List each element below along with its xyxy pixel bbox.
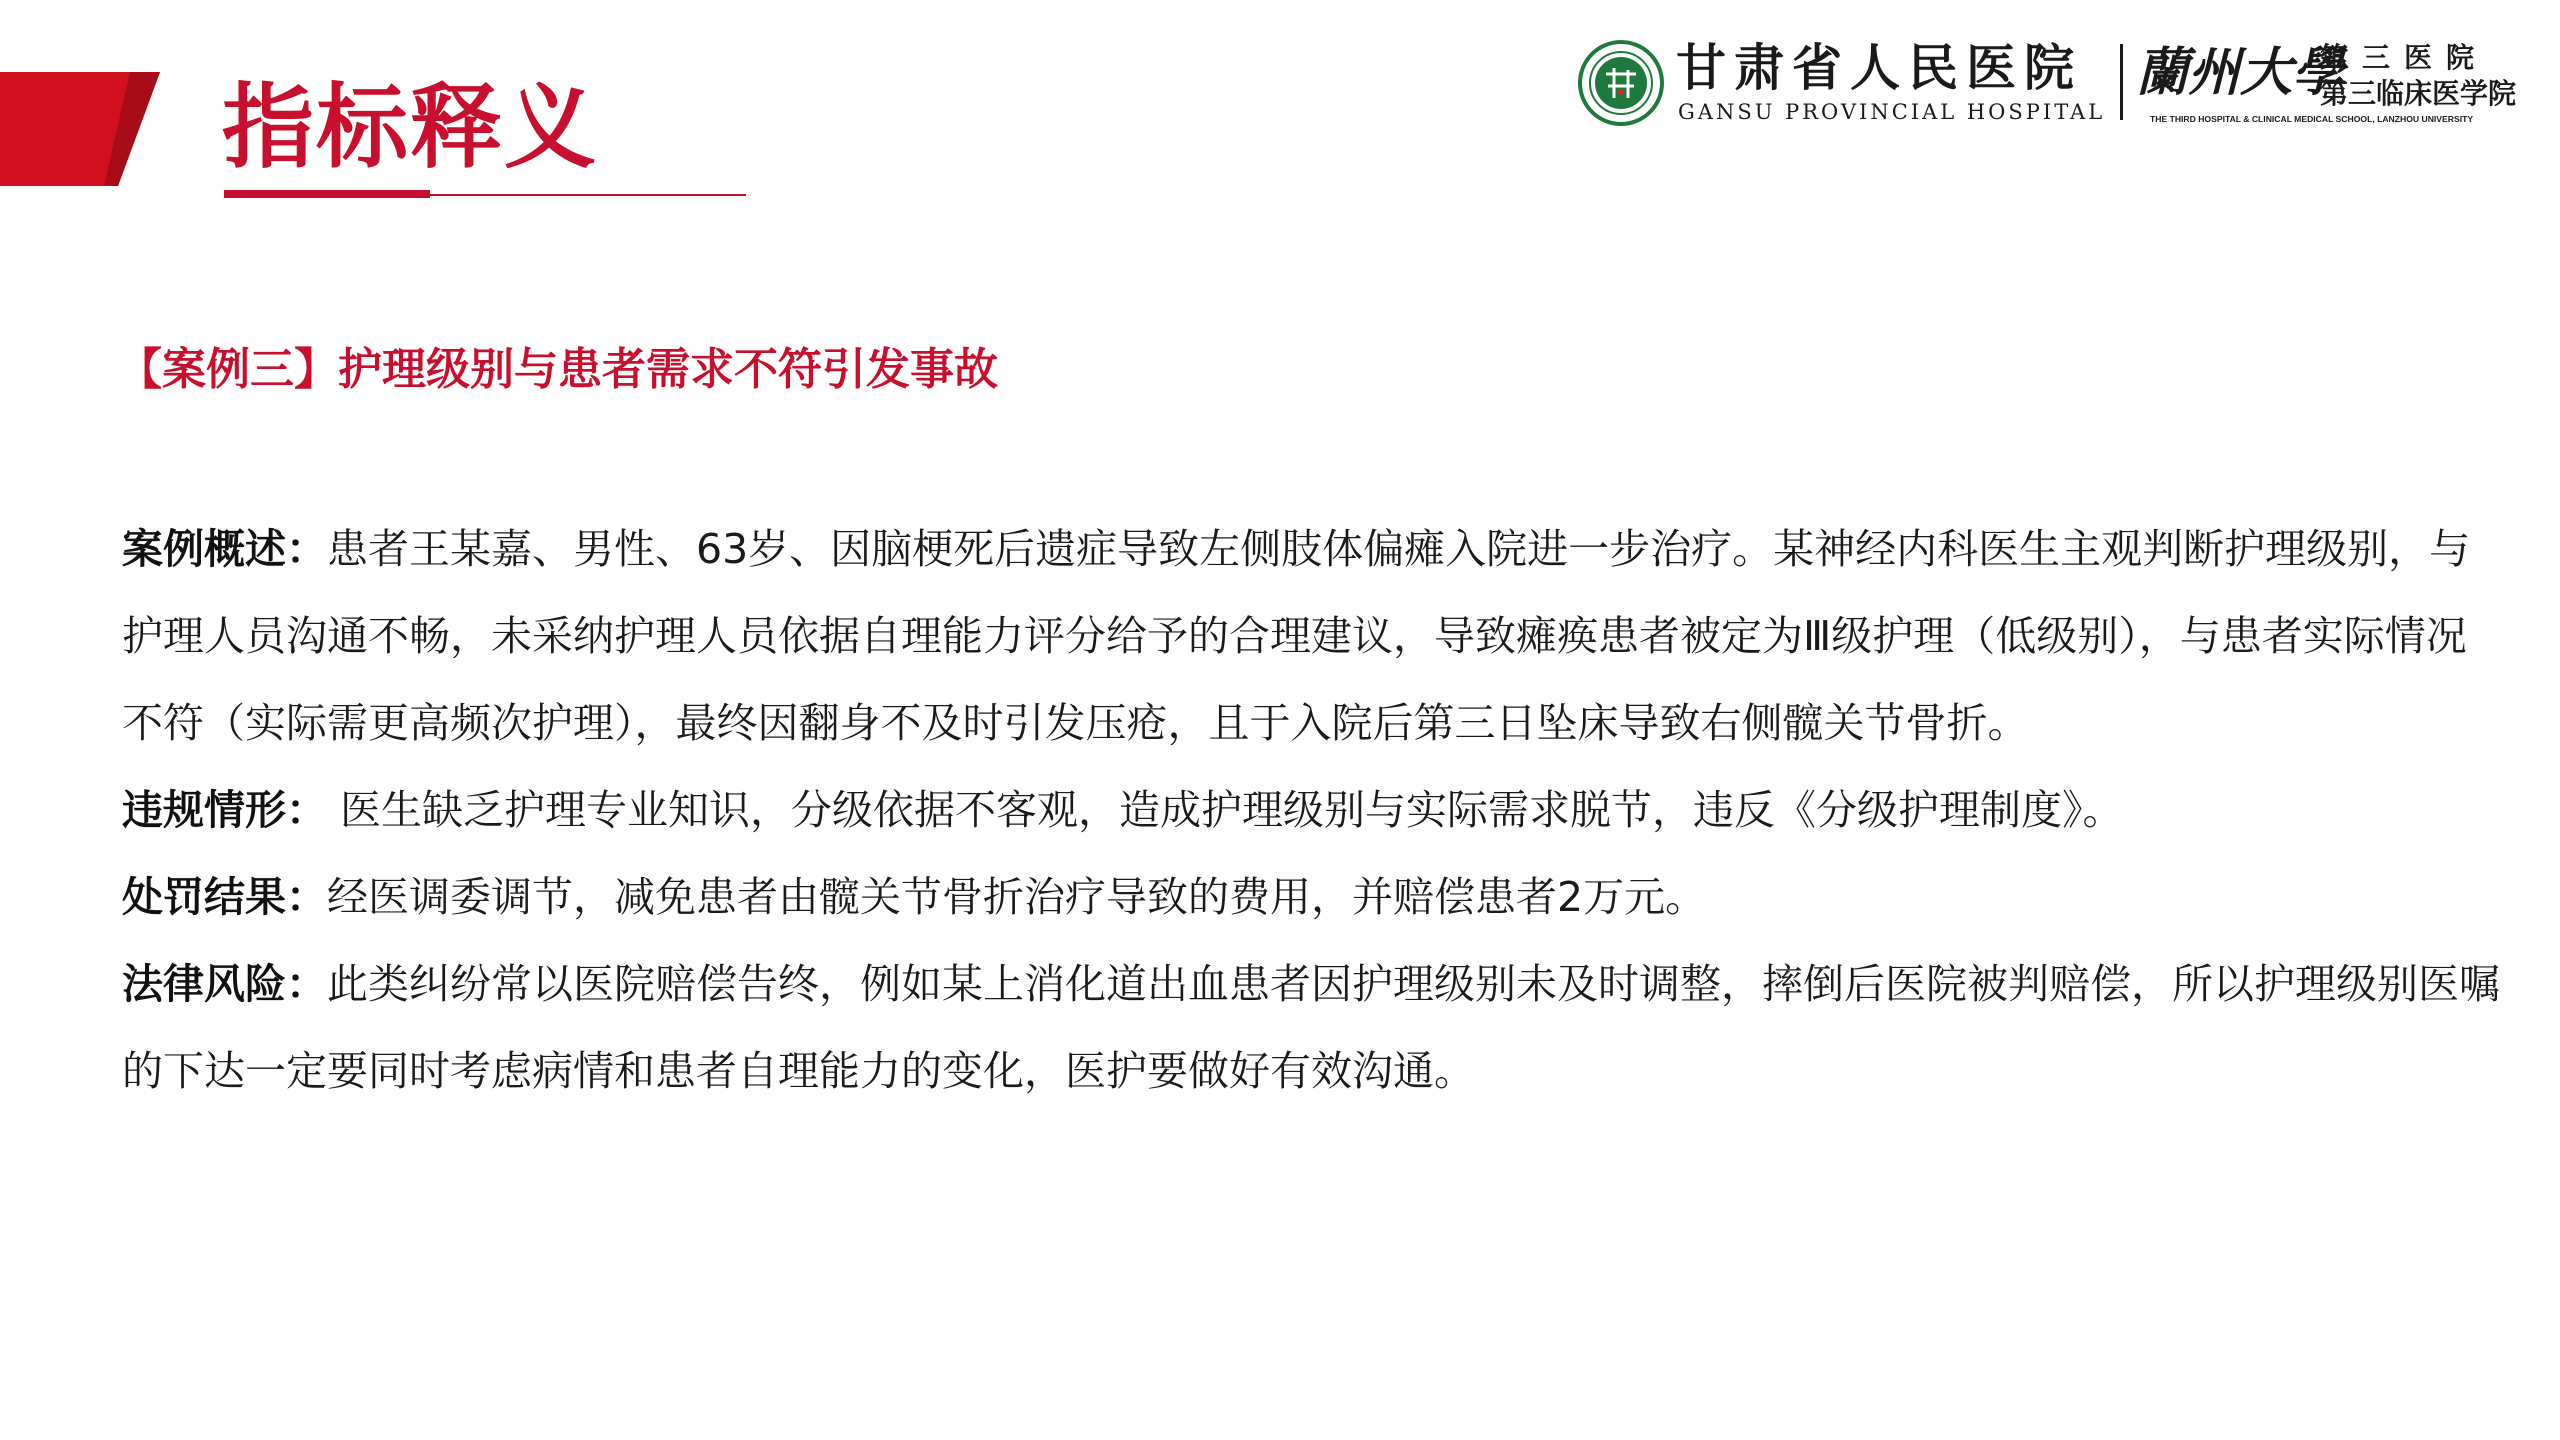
university-name-cn: 蘭州大學 xyxy=(2136,42,2345,103)
legal-risk xyxy=(122,941,2502,1115)
penalty-text: 经医调委调节，减免患者由髋关节骨折治疗导致的费用，并赔偿患者2万元。 xyxy=(327,873,1707,921)
case-body xyxy=(122,506,2502,1115)
violation-label: 违规情形： xyxy=(122,786,327,834)
case-heading: 【案例三】护理级别与患者需求不符引发事故 xyxy=(118,344,998,395)
case-overview-text: 患者王某嘉、男性、63岁、因脑梗死后遗症导致左侧肢体偏瘫入院进一步治疗。某神经内科医生主观判断护理级别，与护理人员沟通不畅，未采纳护理人员依据自理能力评分给予的合理建议，导致瘫痪患者被定为Ⅲ级护理（低级别），与患者实际情况不符（实际需更高频次护理），最终因翻身不及时引发压疮，且于入院后第三日坠床导致右侧髋关节骨折。 xyxy=(122,525,2471,747)
logo-divider xyxy=(2120,44,2123,120)
page-title: 指标释义 xyxy=(222,74,599,181)
hospital-name-en: GANSU PROVINCIAL HOSPITAL xyxy=(1678,100,2106,124)
title-accent-shape xyxy=(0,72,160,186)
hospital-name-cn: 甘肃省人民医院 xyxy=(1676,38,2082,97)
penalty-label: 处罚结果： xyxy=(122,873,327,921)
title-underline xyxy=(224,190,430,198)
university-name-en: THE THIRD HOSPITAL & CLINICAL MEDICAL SCHOOL, LANZHOU UNIVERSITY xyxy=(2150,114,2474,124)
third-hospital-label: 第三医院 xyxy=(2320,41,2489,74)
third-clinical-school-label: 第三临床医学院 xyxy=(2320,77,2517,110)
penalty xyxy=(122,854,2502,941)
legal-risk-label: 法律风险： xyxy=(122,960,327,1008)
case-overview xyxy=(122,506,2502,767)
hospital-seal-icon xyxy=(1578,40,1664,126)
violation-text: 医生缺乏护理专业知识，分级依据不客观，造成护理级别与实际需求脱节，违反《分级护理制度》。 xyxy=(327,786,2124,834)
violation xyxy=(122,767,2502,854)
title-underline-extension xyxy=(430,194,746,196)
case-overview-label: 案例概述： xyxy=(122,525,327,573)
legal-risk-text: 此类纠纷常以医院赔偿告终，例如某上消化道出血患者因护理级别未及时调整，摔倒后医院被判赔偿，所以护理级别医嘱的下达一定要同时考虑病情和患者自理能力的变化，医护要做好有效沟通。 xyxy=(122,960,2500,1095)
